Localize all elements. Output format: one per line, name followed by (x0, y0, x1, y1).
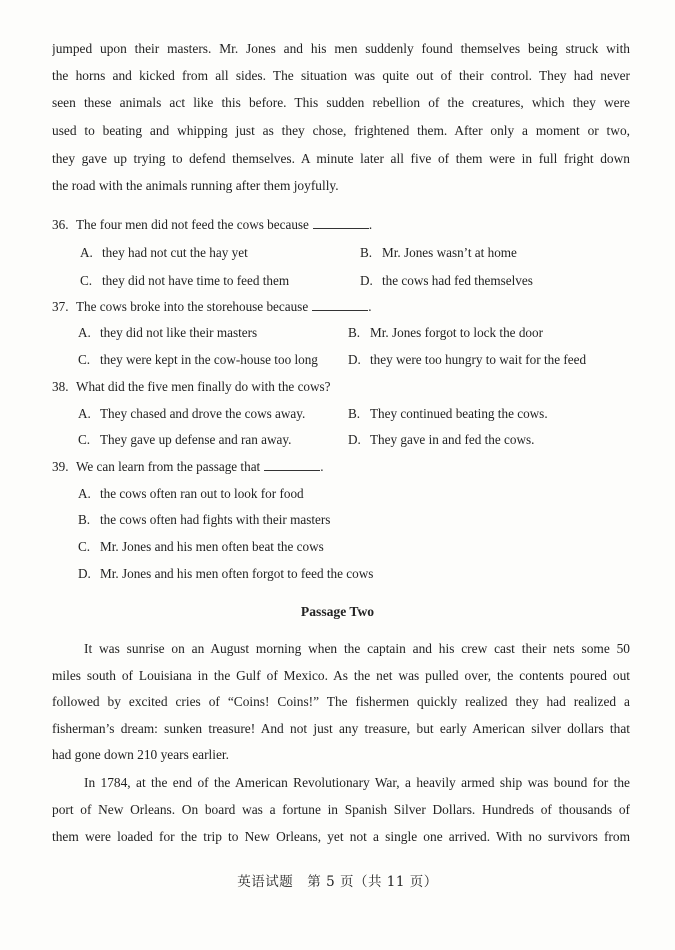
question-38 (52, 378, 331, 396)
option-text: the cows often ran out to look for food (100, 486, 304, 501)
passage-line: used to beating and whipping just as they chose, frightened them. After only a moment or two, (52, 123, 630, 138)
option-letter: C. (78, 539, 91, 554)
option-text: they did not like their masters (100, 325, 258, 340)
question-stem: We can learn from the passage that (76, 459, 261, 474)
option-text: the cows had fed themselves (382, 273, 533, 288)
option-letter: A. (80, 245, 93, 260)
passage-line: them were loaded for the trip to New Orleans, yet not a single one arrived. With no survivors from (52, 829, 630, 844)
option-text: Mr. Jones forgot to lock the door (370, 325, 544, 340)
option-letter: C. (78, 352, 91, 367)
question-number: 39. (52, 459, 69, 474)
page-footer: 英语试题 第 5 页（共 11 页） (237, 874, 438, 890)
question-stem: The four men did not feed the cows because (76, 217, 309, 232)
passage-line: jumped upon their masters. Mr. Jones and his men suddenly found themselves being struck with (52, 41, 630, 56)
option-letter: B. (78, 512, 91, 527)
option-text: Mr. Jones wasn’t at home (382, 245, 517, 260)
option-letter: D. (348, 432, 361, 447)
passage-line: port of New Orleans. On board was a fortune in Spanish Silver Dollars. Hundreds of thousands of (52, 802, 630, 817)
option-d (78, 565, 373, 583)
option-text: they were kept in the cow-house too long (100, 352, 318, 367)
answer-blank (264, 458, 320, 471)
option-letter: A. (78, 486, 91, 501)
option-letter: D. (360, 273, 373, 288)
passage-line: In 1784, at the end of the American Revolutionary War, a heavily armed ship was bound for the (84, 775, 630, 790)
option-text: They gave up defense and ran away. (100, 432, 292, 447)
question-37 (52, 298, 371, 316)
option-letter: A. (78, 406, 91, 421)
option-b (360, 244, 517, 262)
option-letter: B. (348, 325, 361, 340)
option-b (78, 511, 330, 529)
option-letter: A. (78, 325, 91, 340)
option-a (78, 405, 305, 423)
option-b (348, 324, 543, 342)
question-number: 38. (52, 379, 69, 394)
passage-line: It was sunrise on an August morning when the captain and his crew cast their nets some 50 (84, 641, 630, 656)
question-number: 36. (52, 217, 69, 232)
option-letter: C. (80, 273, 93, 288)
question-stem: What did the five men finally do with the cows? (76, 379, 331, 394)
passage-line: seen these animals act like this before. This sudden rebellion of the creatures, which they were (52, 95, 630, 110)
option-d (360, 272, 533, 290)
option-c (78, 538, 324, 556)
option-a (78, 324, 257, 342)
option-d (348, 351, 586, 369)
option-a (78, 485, 304, 503)
question-36 (52, 216, 372, 234)
option-text: they did not have time to feed them (102, 273, 290, 288)
passage-line: had gone down 210 years earlier. (52, 747, 229, 762)
option-text: They continued beating the cows. (370, 406, 548, 421)
question-end: . (368, 217, 373, 232)
passage-line: miles south of Louisiana in the Gulf of Mexico. As the net was pulled over, the contents poured out (52, 668, 630, 683)
answer-blank (313, 216, 369, 229)
passage-line: they gave up trying to defend themselves. A minute later all five of them were in full fright down (52, 151, 630, 166)
option-text: They gave in and fed the cows. (370, 432, 535, 447)
answer-blank (312, 298, 368, 311)
question-end: . (368, 299, 372, 314)
option-c (78, 351, 318, 369)
passage-line: the horns and kicked from all sides. The situation was quite out of their control. They had never (52, 68, 630, 83)
option-letter: D. (78, 566, 91, 581)
option-letter: D. (348, 352, 361, 367)
option-d (348, 431, 534, 449)
option-letter: C. (78, 432, 91, 447)
question-39 (52, 458, 324, 476)
option-letter: B. (360, 245, 373, 260)
passage-line: the road with the animals running after them joyfully. (52, 178, 339, 193)
option-c (78, 431, 291, 449)
option-text: Mr. Jones and his men often forgot to feed the cows (100, 566, 374, 581)
option-text: Mr. Jones and his men often beat the cows (100, 539, 324, 554)
passage-line: followed by excited cries of “Coins! Coins!” The fishermen quickly realized they had realized a (52, 694, 630, 709)
option-c (80, 272, 289, 290)
option-b (348, 405, 548, 423)
option-text: they had not cut the hay yet (102, 245, 248, 260)
question-stem: The cows broke into the storehouse because (76, 299, 309, 314)
option-letter: B. (348, 406, 361, 421)
question-number: 37. (52, 299, 69, 314)
passage-line: fisherman’s dream: sunken treasure! And not just any treasure, but early American silver dollars that (52, 721, 630, 736)
option-text: They chased and drove the cows away. (100, 406, 306, 421)
option-text: the cows often had fights with their masters (100, 512, 331, 527)
option-text: they were too hungry to wait for the feed (370, 352, 587, 367)
question-end: . (320, 459, 324, 474)
passage-two-title: Passage Two (300, 604, 375, 619)
option-a (80, 244, 248, 262)
